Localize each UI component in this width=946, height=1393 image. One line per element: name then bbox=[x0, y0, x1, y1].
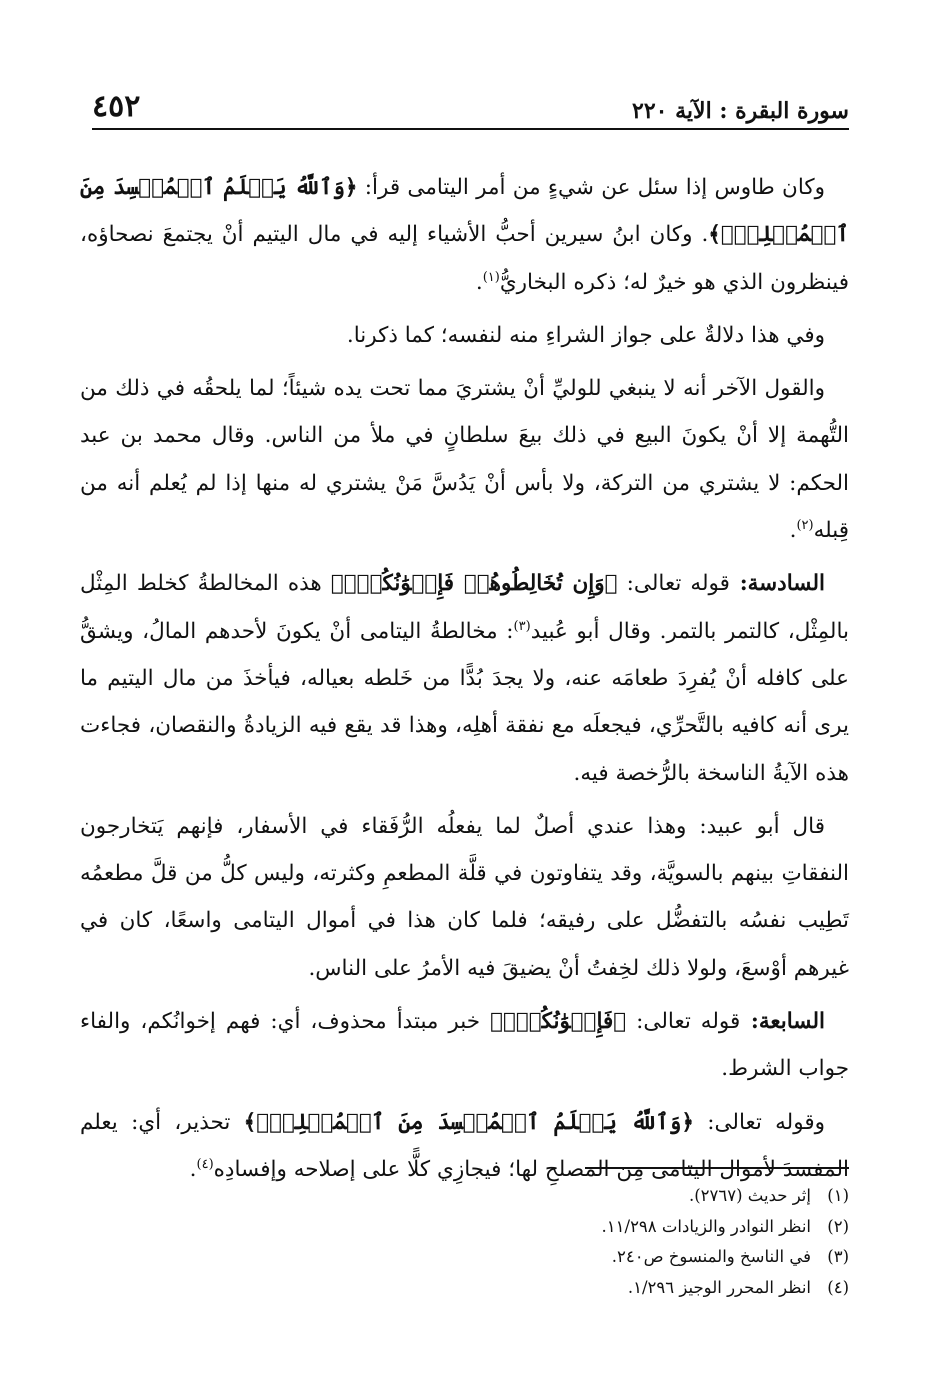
paragraph-text: قوله تعالى: bbox=[617, 571, 730, 597]
paragraph bbox=[80, 998, 849, 1093]
quran-verse: ﴿وَٱللَّهُ يَعۡلَمُ ٱلۡمُفۡسِدَ مِنَ ٱلۡمُصۡلِحِۚ﴾ bbox=[80, 175, 849, 248]
paragraph-text: : مخالطةُ اليتامى أنْ يكونَ لأحدهم المالُ، ويشقُّ على كافله أنْ يُفرِدَ طعامَه عنه، ولا يجدَ بُدًّا من خَلطه بعياله، فيأخذَ من مال اليتيم ما يرى أنه كافيه بالتَّحرِّي، فيجعلَه مع نفقة أهلِه، وهذا قد يقع فيه الزيادةُ والنقصان، فجاءت هذه الآيةُ الناسخة بالرُّخصة فيه. bbox=[80, 618, 849, 786]
footnote-number: (١) bbox=[827, 1186, 849, 1205]
paragraph-text: خبر مبتدأ محذوف، أي: فهم إخوانُكم، والفاء جواب الشرط. bbox=[80, 1009, 849, 1082]
paragraph-text: وقوله تعالى: bbox=[693, 1109, 825, 1135]
paragraph-text: وكان طاوس إذا سئل عن شيءٍ من أمر اليتامى قرأ: bbox=[357, 175, 825, 200]
footnotes bbox=[300, 1181, 849, 1303]
paragraph-text: وفي هذا دلالةٌ على جواز الشراءِ منه لنفسه؛ كما ذكرنا. bbox=[346, 322, 825, 348]
footnote-item bbox=[300, 1212, 849, 1243]
section-heading: السادسة: bbox=[729, 571, 825, 597]
paragraph bbox=[80, 365, 849, 554]
footnote-text: انظر النوادر والزيادات ١١/٢٩٨. bbox=[601, 1216, 811, 1236]
paragraph bbox=[80, 164, 849, 306]
quran-verse: ﴿وَٱللَّهُ يَعۡلَمُ ٱلۡمُفۡسِدَ مِنَ ٱلۡمُصۡلِحِۚ﴾ bbox=[243, 1109, 694, 1135]
footnote-ref: (٤) bbox=[196, 1156, 214, 1172]
footnote-separator bbox=[585, 1167, 849, 1169]
footnote-number: (٣) bbox=[827, 1247, 849, 1266]
paragraph-text: . bbox=[789, 518, 797, 544]
paragraph-text: هذه المخالطةُ كخلط المِثْل بالمِثْل، كالتمر بالتمر. وقال أبو عُبيد bbox=[80, 571, 850, 644]
paragraph-text: . وكان ابنُ سيرين أحبُّ الأشياء إليه في مال اليتيم أنْ يجتمعَ نصحاؤه، فينظرون الذي هو خيرٌ له؛ ذكره البخاريُّ bbox=[80, 222, 849, 295]
footnote-text: إثر حديث (٢٧٦٧). bbox=[688, 1186, 811, 1205]
footnote-ref: (٢) bbox=[796, 517, 814, 533]
paragraph-text: . bbox=[475, 269, 483, 295]
page-header bbox=[92, 84, 849, 130]
quran-verse: ﴿وَإِن تُخَالِطُوهُمۡ فَإِخۡوَٰنُكُمۡۚ﴾ bbox=[330, 571, 618, 597]
page-number: ٤٥٢ bbox=[92, 89, 141, 124]
footnote-item bbox=[300, 1181, 849, 1212]
footnote-ref: (١) bbox=[482, 269, 500, 285]
paragraph bbox=[80, 803, 849, 992]
paragraph-text: والقول الآخر أنه لا ينبغي للوليِّ أنْ يشتريَ مما تحت يده شيئاً؛ لما يلحقُه في ذلك من التُّهمة إلا أنْ يكونَ البيع في ذلك بيعَ سلطانٍ في ملأ من الناس. وقال محمد بن عبد الحكم: لا يشتري من التركة، ولا بأس أنْ يَدُسَّ مَنْ يشتري له منها إذا لم يُعلم أنه من قِبله bbox=[80, 376, 849, 544]
footnote-item bbox=[300, 1242, 849, 1273]
paragraph-text: تحذير، أي: يعلم المفسدَ لأموال اليتامى مِن المصلحِ لها؛ فيجازِي كلًّا على إصلاحه وإفسادِه bbox=[80, 1109, 849, 1182]
footnote-ref: (٣) bbox=[513, 618, 531, 634]
paragraph bbox=[80, 560, 849, 796]
footnote-text: انظر المحرر الوجيز ١/٢٩٦. bbox=[627, 1277, 811, 1297]
paragraph bbox=[80, 1099, 849, 1194]
paragraph-text: قال أبو عبيد: وهذا عندي أصلٌ لما يفعلُه الرُّفَقاء في الأسفار، فإنهم يَتخارجون النفقاتِ بينهم بالسويَّة، وقد يتفاوتون في قلَّة المطعمِ وكثرته، وليس كلُّ من قلَّ مطعمُه تَطِيب نفسُه بالتفضُّل على رفيقه؛ فلما كان هذا في أموال اليتامى واسعًا، كان في غيرهم أوْسعَ، ولولا ذلك لخِفتُ أنْ يضيقَ فيه الأمرُ على الناس. bbox=[80, 813, 849, 981]
footnote-number: (٤) bbox=[827, 1277, 849, 1297]
running-title: سورة البقرة : الآية ٢٢٠ bbox=[632, 98, 849, 124]
paragraph-text: قوله تعالى: bbox=[626, 1009, 741, 1035]
paragraph-text: . bbox=[189, 1156, 197, 1182]
paragraph bbox=[80, 312, 849, 359]
footnote-text: في الناسخ والمنسوخ ص٢٤٠. bbox=[611, 1247, 811, 1266]
section-heading: السابعة: bbox=[740, 1009, 825, 1035]
footnote-number: (٢) bbox=[827, 1216, 849, 1236]
quran-verse: ﴿فَإِخۡوَٰنُكُمۡۚ﴾ bbox=[490, 1009, 627, 1035]
body-text bbox=[80, 164, 849, 1199]
footnote-item bbox=[300, 1273, 849, 1304]
